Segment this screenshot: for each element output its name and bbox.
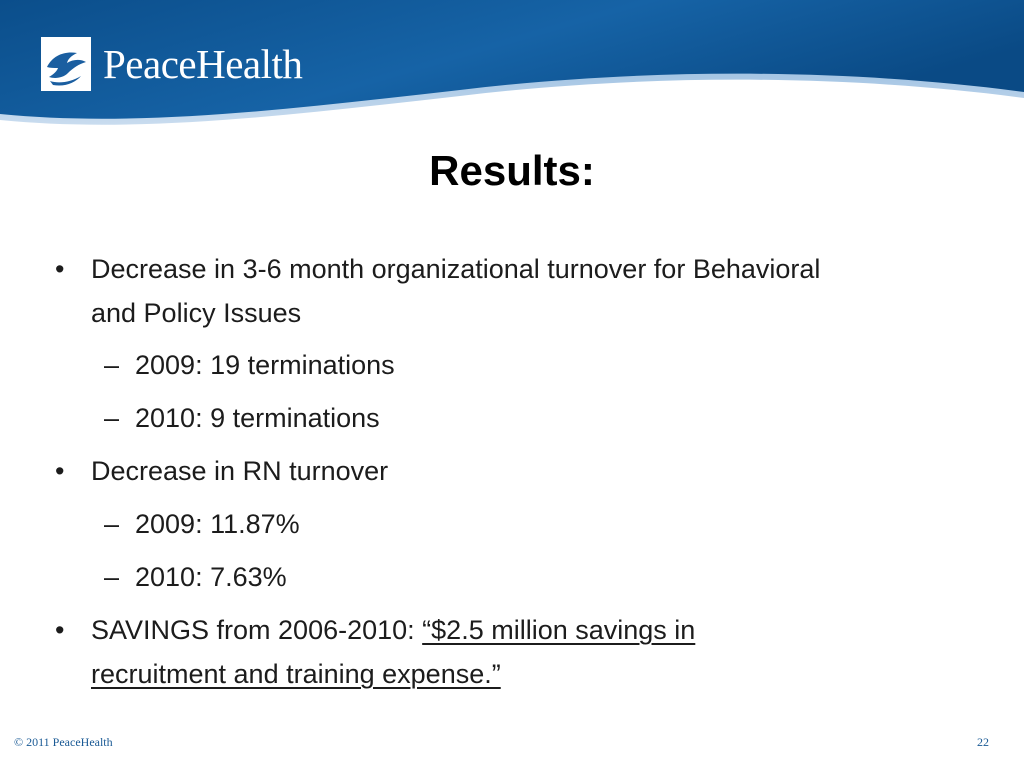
savings-quote-part-1: “$2.5 million savings in	[422, 615, 696, 645]
bullet-2-sub-1: 2009: 11.87%	[135, 509, 300, 539]
bullet-3-line-1	[91, 608, 695, 652]
bullet-dot: •	[55, 456, 65, 486]
brand-wordmark: PeaceHealth	[103, 41, 303, 87]
sub-bullet-dash: –	[104, 509, 120, 539]
dove-icon	[41, 37, 91, 91]
savings-quote-part-2: recruitment and training expense.”	[91, 659, 501, 689]
sub-bullet-dash: –	[104, 350, 120, 380]
bullet-2-sub-2: 2010: 7.63%	[135, 562, 287, 592]
bullet-1-line-2: and Policy Issues	[91, 298, 302, 328]
bullet-1-sub-2: 2010: 9 terminations	[135, 403, 380, 433]
sub-bullet-dash: –	[104, 403, 120, 433]
bullet-1-sub-1: 2009: 19 terminations	[135, 350, 395, 380]
copyright-footer: © 2011 PeaceHealth	[14, 735, 113, 749]
bullet-1-line-1: Decrease in 3-6 month organizational turnover for Behavioral	[91, 254, 821, 284]
slide-title: Results:	[429, 147, 595, 194]
sub-bullet-dash: –	[104, 562, 120, 592]
bullet-2-line-1: Decrease in RN turnover	[91, 456, 389, 486]
bullet-dot: •	[55, 615, 65, 645]
page-number: 22	[977, 735, 989, 749]
bullet-dot: •	[55, 254, 65, 284]
savings-prefix: SAVINGS from 2006-2010:	[91, 615, 423, 645]
